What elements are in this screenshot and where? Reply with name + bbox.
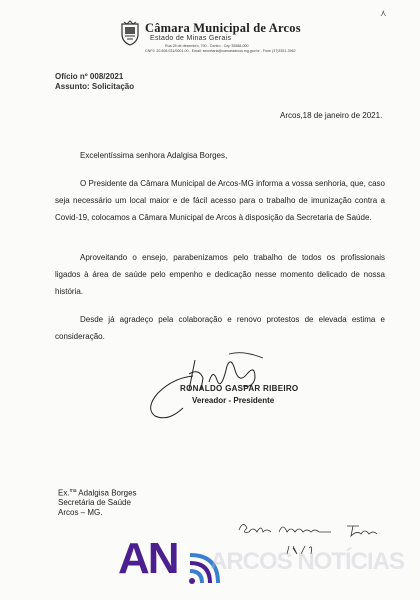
addressee-prefix-sup: ma	[69, 488, 77, 494]
addressee-name-line	[58, 488, 137, 498]
addressee-city: Arcos – MG.	[58, 508, 103, 517]
signatory-name: RONALDO GASPAR RIBEIRO	[180, 384, 299, 393]
addressee-title: Secretária de Saúde	[58, 498, 131, 507]
body-paragraph-3: Desde já agradeço pela colaboração e renovo protestos de elevada estima e consideração.	[55, 315, 385, 341]
body-paragraph-2: Aproveitando o ensejo, parabenizamos pelo trabalho de todos os profissionais ligados à área de saúde pelo empenho e dedicação nesse momento delicado de nossa história.	[55, 253, 385, 296]
corner-mark: ⋏	[380, 8, 387, 18]
institution-address: Rua 25 de dezembro, 790 - Centro - Cep 35588-000	[165, 44, 249, 48]
document-date: Arcos,18 de janeiro de 2021.	[280, 111, 383, 120]
institution-subtitle: Estado de Minas Gerais	[150, 35, 232, 42]
watermark-text: ARCOS NOTÍCIAS	[210, 548, 405, 575]
logo-text: AN	[118, 534, 178, 583]
coat-of-arms-icon	[119, 20, 141, 46]
addressee-prefix: Ex.	[58, 488, 70, 498]
institution-contact: CNPJ: 20.608.031/0001-00 - Email: secretaria@camaraarcos.mg.gov.br - Fone (37)3351-3962	[145, 49, 296, 53]
salutation: Excelentíssima senhora Adalgisa Borges,	[80, 151, 228, 160]
body-paragraph-1: O Presidente da Câmara Municipal de Arcos-MG informa a vossa senhoria, que, caso seja necessário um local maior e de fácil acesso para o trabalho de imunização contra a Covid-19, colocamos a Câmara Municipal de Arcos à disposição da Secretaria de Saúde.	[55, 179, 385, 222]
document-subject: Assunto: Solicitação	[55, 82, 135, 91]
institution-title: Câmara Municipal de Arcos	[145, 21, 301, 35]
addressee-name: Adalgisa Borges	[78, 488, 137, 498]
document-number: Ofício nº 008/2021	[55, 72, 124, 81]
signatory-role: Vereador - Presidente	[192, 396, 275, 405]
news-logo-watermark	[112, 523, 222, 600]
